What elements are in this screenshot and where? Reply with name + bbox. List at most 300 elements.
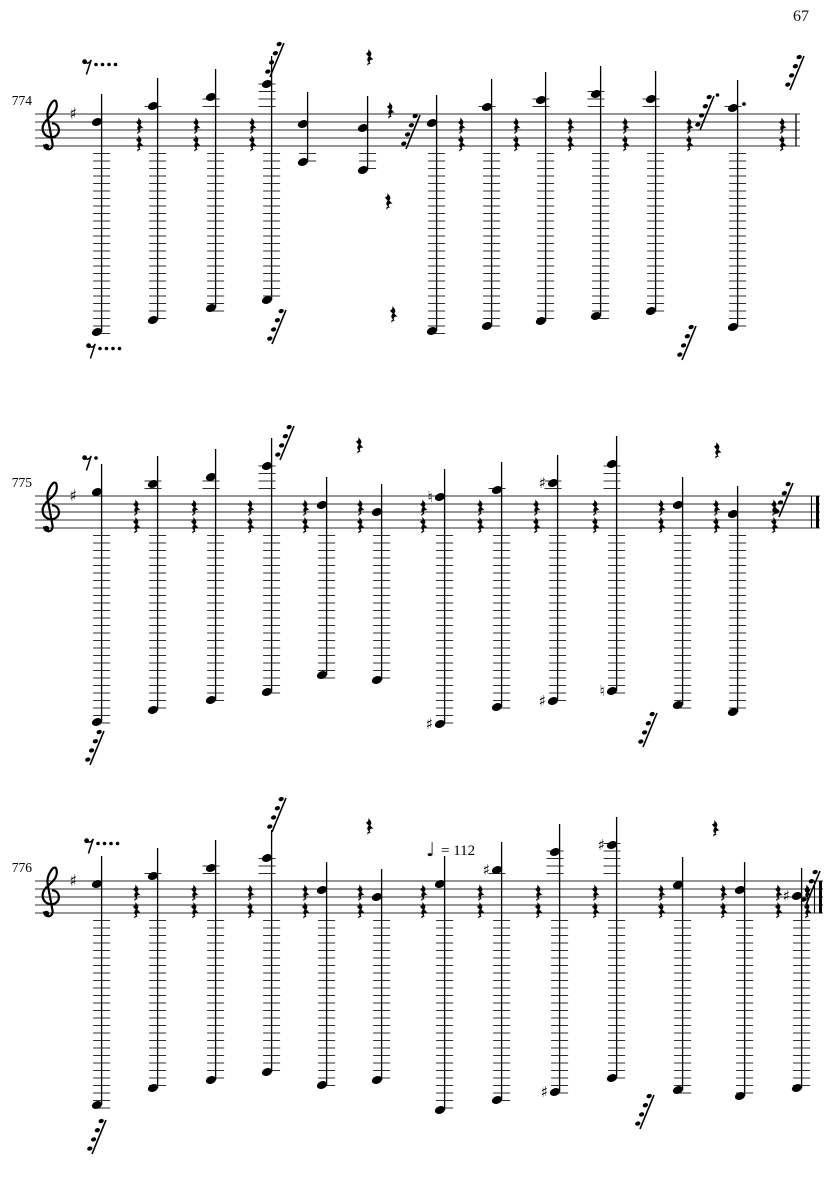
- quarter-rest: [477, 517, 485, 533]
- quarter-rest-glyph: [477, 902, 485, 916]
- system-775: [12, 424, 820, 765]
- quarter-rest: [191, 500, 199, 516]
- quarter-rest-hook: [251, 132, 253, 134]
- quarter-rest-glyph: [533, 517, 541, 531]
- grace-notehead: [781, 490, 788, 496]
- grace-notehead: [706, 94, 713, 100]
- quarter-rest: [191, 902, 199, 918]
- quarter-rest: [592, 902, 600, 918]
- quarter-rest-hook: [249, 899, 251, 901]
- grace-notehead: [785, 82, 792, 88]
- quarter-rest: [713, 500, 721, 516]
- quarter-rest-hook: [359, 514, 361, 516]
- quarter-rest-hook: [195, 132, 197, 134]
- quarter-rest-glyph: [513, 135, 521, 149]
- quarter-rest-hook: [359, 531, 361, 533]
- grace-notehead: [680, 342, 687, 348]
- quarter-rest-glyph: [713, 517, 721, 531]
- quarter-rest-hook: [537, 899, 539, 901]
- treble-clef-curve: [43, 483, 59, 532]
- grace-notehead: [92, 738, 99, 744]
- quarter-rest: [357, 500, 365, 516]
- eighth-rest-marker: [84, 838, 119, 853]
- grace-notehead: [808, 878, 815, 884]
- quarter-rest-glyph: [302, 902, 310, 916]
- system-776: [12, 796, 823, 1154]
- grace-note-group: [695, 93, 720, 130]
- augmentation-dot: [107, 63, 111, 67]
- key-signature-sharp: ♯: [69, 871, 77, 890]
- quarter-rest: [771, 517, 779, 533]
- quarter-rest: [458, 118, 466, 134]
- grace-notehead: [282, 433, 289, 439]
- quarter-rest: [302, 500, 310, 516]
- augmentation-dot: [118, 347, 122, 351]
- quarter-rest-glyph: [714, 442, 722, 456]
- quarter-rest-hook: [781, 132, 783, 134]
- natural-accidental: ♮: [599, 682, 605, 700]
- chord-column: [541, 824, 568, 1101]
- quarter-rest: [302, 902, 310, 918]
- chord-column: [145, 456, 167, 715]
- grace-notehead: [408, 122, 415, 128]
- grace-notehead: [796, 54, 803, 60]
- grace-notehead: [276, 41, 283, 47]
- chord-column: [91, 856, 110, 1110]
- quarter-rest: [658, 500, 666, 516]
- quarter-rest-hook: [193, 514, 195, 516]
- quarter-rest-glyph: [357, 902, 365, 916]
- quarter-rest-hook: [135, 514, 137, 516]
- grace-note-group: [87, 1118, 106, 1154]
- grace-notehead: [94, 1127, 101, 1133]
- quarter-rest: [133, 902, 141, 918]
- quarter-rest: [592, 500, 600, 516]
- quarter-rest-glyph: [420, 517, 428, 531]
- tempo-marking: [426, 839, 475, 861]
- grace-notehead: [85, 757, 92, 763]
- quarter-rest: [622, 135, 630, 151]
- grace-notehead: [267, 336, 274, 342]
- quarter-rest-hook: [594, 531, 596, 533]
- grace-notehead: [278, 308, 285, 314]
- quarter-rest: [686, 118, 694, 134]
- augmentation-dot: [94, 456, 98, 460]
- augmentation-dot: [116, 842, 120, 846]
- grace-beam: [700, 96, 714, 130]
- quarter-rest-glyph: [385, 193, 393, 207]
- quarter-rest-hook: [135, 531, 137, 533]
- grace-beam: [280, 426, 294, 460]
- eighth-rest-marker: [86, 343, 121, 358]
- augmentation-dot: [96, 842, 100, 846]
- chord-column: [91, 94, 110, 337]
- grace-notehead: [286, 424, 293, 430]
- quarter-rest-glyph: [366, 818, 374, 832]
- quarter-rest: [420, 902, 428, 918]
- grace-notehead: [270, 326, 277, 332]
- quarter-rest: [366, 49, 374, 65]
- quarter-rest-glyph: [686, 135, 694, 149]
- quarter-rest: [247, 885, 255, 901]
- chord-column: [145, 78, 167, 325]
- natural-accidental: ♮: [427, 488, 433, 506]
- quarter-rest: [658, 885, 666, 901]
- quarter-rest-glyph: [771, 517, 779, 531]
- quarter-rest-glyph: [420, 902, 428, 916]
- quarter-rest-hook: [193, 916, 195, 918]
- sharp-accidental: ♯: [425, 715, 433, 733]
- system-774: [12, 41, 804, 360]
- quarter-rest-hook: [387, 207, 389, 209]
- quarter-rest: [385, 193, 393, 209]
- chord-column: [259, 438, 281, 697]
- grace-beam: [790, 56, 804, 90]
- grace-notehead: [642, 1102, 649, 1108]
- tempo-value: = 112: [441, 843, 476, 859]
- grace-notehead: [812, 869, 819, 875]
- quarter-rest: [720, 885, 728, 901]
- quarter-rest: [357, 517, 365, 533]
- grace-notehead: [698, 112, 705, 118]
- quarter-rest-hook: [422, 916, 424, 918]
- quarter-rest-hook: [781, 149, 783, 151]
- page-number: 67: [793, 8, 809, 25]
- quarter-rest-hook: [358, 451, 360, 453]
- grace-note-group: [638, 711, 657, 747]
- quarter-rest: [622, 118, 630, 134]
- augmentation-dot: [114, 63, 118, 67]
- quarter-rest-hook: [392, 320, 394, 322]
- quarter-rest-glyph: [357, 517, 365, 531]
- chord-column: [598, 817, 625, 1083]
- quarter-rest-glyph: [567, 135, 575, 149]
- chord-column: [672, 857, 691, 1095]
- quarter-rest: [779, 118, 787, 134]
- quarter-rest-hook: [806, 916, 808, 918]
- quarter-rest-glyph: [775, 902, 783, 916]
- grace-notehead: [649, 711, 656, 717]
- quarter-rest: [779, 135, 787, 151]
- chord-column: [371, 484, 390, 685]
- quarter-rest-glyph: [712, 820, 720, 834]
- quarter-rest-hook: [624, 149, 626, 151]
- grace-beam: [92, 1120, 106, 1154]
- quarter-rest-hook: [422, 899, 424, 901]
- grace-beam: [640, 1095, 654, 1129]
- chord-column: [316, 477, 335, 680]
- quarter-rest-glyph: [133, 517, 141, 531]
- grace-notehead: [684, 333, 691, 339]
- grace-notehead: [272, 50, 279, 56]
- grace-notehead: [278, 442, 285, 448]
- quarter-rest: [714, 442, 722, 458]
- grace-notehead: [645, 720, 652, 726]
- quarter-rest-hook: [479, 514, 481, 516]
- quarter-rest: [136, 118, 144, 134]
- grace-notehead: [268, 59, 275, 65]
- augmentation-dot: [105, 347, 109, 351]
- chord-column: [489, 462, 511, 712]
- quarter-rest: [420, 500, 428, 516]
- chord-column: [259, 56, 281, 305]
- eighth-rest-marker: [82, 59, 117, 74]
- quarter-rest-hook: [594, 899, 596, 901]
- quarter-rest-hook: [304, 531, 306, 533]
- quarter-rest-hook: [138, 149, 140, 151]
- quarter-rest-hook: [515, 132, 517, 134]
- grace-beam: [90, 731, 104, 765]
- quarter-rest-hook: [688, 132, 690, 134]
- quarter-rest-hook: [368, 832, 370, 834]
- quarter-rest: [658, 517, 666, 533]
- sharp-accidental: ♯: [538, 474, 546, 492]
- quarter-rest-hook: [479, 531, 481, 533]
- quarter-rest: [567, 118, 575, 134]
- augmentation-dot: [109, 842, 113, 846]
- quarter-rest-hook: [777, 899, 779, 901]
- augmentation-dot: [98, 347, 102, 351]
- quarter-rest-glyph: [804, 902, 812, 916]
- quarter-rest-hook: [193, 899, 195, 901]
- eighth-rest-marker: [82, 455, 98, 470]
- grace-notehead: [267, 824, 274, 830]
- quarter-rest-hook: [535, 514, 537, 516]
- grace-notehead: [404, 131, 411, 137]
- quarter-rest: [420, 517, 428, 533]
- quarter-rest-glyph: [390, 306, 398, 320]
- key-signature-sharp: ♯: [69, 486, 77, 505]
- quarter-rest-hook: [304, 916, 306, 918]
- quarter-rest: [775, 885, 783, 901]
- quarter-rest-glyph: [592, 902, 600, 916]
- quarter-rest: [302, 885, 310, 901]
- quarter-rest: [713, 517, 721, 533]
- grace-notehead: [646, 1093, 653, 1099]
- quarter-rest: [357, 902, 365, 918]
- grace-notehead: [275, 452, 282, 458]
- quarter-rest: [191, 517, 199, 533]
- quarter-rest: [193, 135, 201, 151]
- quarter-rest: [247, 902, 255, 918]
- quarter-rest-hook: [304, 514, 306, 516]
- quarter-rest: [477, 902, 485, 918]
- quarter-rest-hook: [389, 116, 391, 118]
- quarter-rest: [247, 500, 255, 516]
- quarter-rest-glyph: [133, 902, 141, 916]
- quarter-rest: [533, 500, 541, 516]
- quarter-rest-hook: [773, 514, 775, 516]
- quarter-rest: [592, 885, 600, 901]
- chord-column: [533, 72, 555, 326]
- grace-notehead: [88, 747, 95, 753]
- quarter-rest-hook: [722, 899, 724, 901]
- quarter-rest-hook: [569, 132, 571, 134]
- chord-column: [434, 856, 453, 1115]
- quarter-rest-hook: [138, 132, 140, 134]
- quarter-rest-hook: [535, 531, 537, 533]
- quarter-rest: [136, 135, 144, 151]
- quarter-rest: [366, 818, 374, 834]
- quarter-rest: [535, 902, 543, 918]
- grace-notehead: [98, 1118, 105, 1124]
- quarter-rest: [420, 885, 428, 901]
- quarter-rest-hook: [714, 834, 716, 836]
- quarter-rest: [720, 902, 728, 918]
- grace-notehead: [695, 122, 702, 128]
- grace-notehead: [788, 72, 795, 78]
- grace-beam: [406, 115, 420, 149]
- quarter-rest-glyph: [535, 902, 543, 916]
- treble-clef-curve: [43, 868, 59, 917]
- quarter-rest: [477, 500, 485, 516]
- grace-notehead: [270, 814, 277, 820]
- tempo-note-glyph: ♩: [426, 839, 435, 861]
- quarter-rest-hook: [479, 916, 481, 918]
- quarter-rest: [513, 135, 521, 151]
- quarter-rest: [249, 118, 257, 134]
- quarter-rest-hook: [594, 514, 596, 516]
- quarter-rest: [356, 437, 364, 453]
- grace-notehead: [641, 729, 648, 735]
- chord-column: [479, 79, 501, 331]
- grace-beam: [682, 326, 696, 360]
- quarter-rest-hook: [594, 916, 596, 918]
- grace-note-group: [677, 324, 696, 360]
- chord-short: [357, 96, 376, 175]
- chord-column: [600, 436, 625, 700]
- grace-note-group: [635, 1093, 654, 1129]
- chord-column: [203, 69, 225, 313]
- chord-column: [783, 868, 810, 1093]
- quarter-rest-hook: [569, 149, 571, 151]
- grace-notehead: [274, 805, 281, 811]
- grace-note-group: [801, 869, 820, 905]
- quarter-rest-hook: [660, 531, 662, 533]
- quarter-rest-hook: [359, 916, 361, 918]
- grace-notehead: [90, 1136, 97, 1142]
- quarter-rest-hook: [460, 149, 462, 151]
- quarter-rest-hook: [716, 456, 718, 458]
- sharp-accidental: ♯: [540, 1083, 548, 1101]
- grace-notehead: [702, 103, 709, 109]
- chord-column: [588, 66, 610, 321]
- grace-notehead: [792, 63, 799, 69]
- grace-notehead: [265, 69, 272, 75]
- quarter-rest: [686, 135, 694, 151]
- grace-note-group: [275, 424, 294, 460]
- quarter-rest-glyph: [191, 517, 199, 531]
- grace-notehead: [96, 729, 103, 735]
- quarter-rest-hook: [479, 899, 481, 901]
- quarter-rest-hook: [249, 916, 251, 918]
- chord-column: [203, 449, 225, 705]
- grace-note-group: [267, 308, 286, 344]
- chord-column: [426, 469, 453, 733]
- quarter-rest: [513, 118, 521, 134]
- quarter-rest: [357, 885, 365, 901]
- quarter-rest: [458, 135, 466, 151]
- quarter-rest: [477, 885, 485, 901]
- chord-column: [371, 869, 390, 1085]
- quarter-rest-hook: [777, 916, 779, 918]
- quarter-rest: [804, 902, 812, 918]
- quarter-rest: [133, 500, 141, 516]
- measure-number: 775: [11, 475, 32, 490]
- quarter-rest: [191, 885, 199, 901]
- quarter-rest-glyph: [622, 135, 630, 149]
- grace-notehead: [638, 1111, 645, 1117]
- quarter-rest-hook: [249, 531, 251, 533]
- quarter-rest-hook: [715, 514, 717, 516]
- quarter-rest-hook: [515, 149, 517, 151]
- quarter-rest-hook: [359, 899, 361, 901]
- augmentation-dot: [94, 63, 98, 67]
- chord-column: [426, 95, 445, 336]
- sharp-accidental: ♯: [782, 887, 790, 905]
- quarter-rest-glyph: [779, 135, 787, 149]
- chord-column: [203, 840, 225, 1085]
- sharp-accidental: ♯: [597, 836, 605, 854]
- quarter-rest: [390, 306, 398, 322]
- quarter-rest-glyph: [658, 517, 666, 531]
- chord-column: [734, 862, 753, 1101]
- quarter-rest: [658, 902, 666, 918]
- quarter-rest: [133, 517, 141, 533]
- quarter-rest-glyph: [193, 135, 201, 149]
- grace-beam: [643, 713, 657, 747]
- quarter-rest: [193, 118, 201, 134]
- quarter-rest-glyph: [458, 135, 466, 149]
- chord-column: [259, 830, 281, 1077]
- quarter-rest-hook: [304, 899, 306, 901]
- treble-clef-curve: [43, 101, 59, 150]
- quarter-rest-hook: [249, 514, 251, 516]
- grace-beam: [272, 798, 286, 832]
- quarter-rest-hook: [422, 514, 424, 516]
- grace-note-group: [265, 41, 284, 77]
- quarter-rest-hook: [135, 899, 137, 901]
- quarter-rest-hook: [660, 514, 662, 516]
- quarter-rest-glyph: [592, 517, 600, 531]
- grace-notehead: [635, 1121, 642, 1127]
- grace-note-group: [401, 113, 420, 149]
- quarter-rest: [592, 517, 600, 533]
- quarter-rest-glyph: [477, 517, 485, 531]
- quarter-rest-glyph: [136, 135, 144, 149]
- quarter-rest-glyph: [356, 437, 364, 451]
- augmentation-dot: [103, 842, 107, 846]
- grace-notehead: [274, 317, 281, 323]
- grace-notehead: [87, 1146, 94, 1152]
- quarter-rest-glyph: [191, 902, 199, 916]
- quarter-rest: [535, 885, 543, 901]
- grace-notehead: [785, 481, 792, 487]
- quarter-rest-hook: [251, 149, 253, 151]
- quarter-rest: [249, 135, 257, 151]
- chord-column: [316, 862, 335, 1090]
- quarter-rest-glyph: [247, 517, 255, 531]
- grace-notehead: [677, 352, 684, 358]
- grace-note-group: [85, 729, 104, 765]
- quarter-rest-glyph: [366, 49, 374, 63]
- quarter-rest: [247, 517, 255, 533]
- quarter-rest-glyph: [720, 902, 728, 916]
- quarter-rest-hook: [660, 899, 662, 901]
- augmentation-dot: [742, 102, 746, 106]
- quarter-rest-hook: [422, 531, 424, 533]
- grace-notehead: [638, 739, 645, 745]
